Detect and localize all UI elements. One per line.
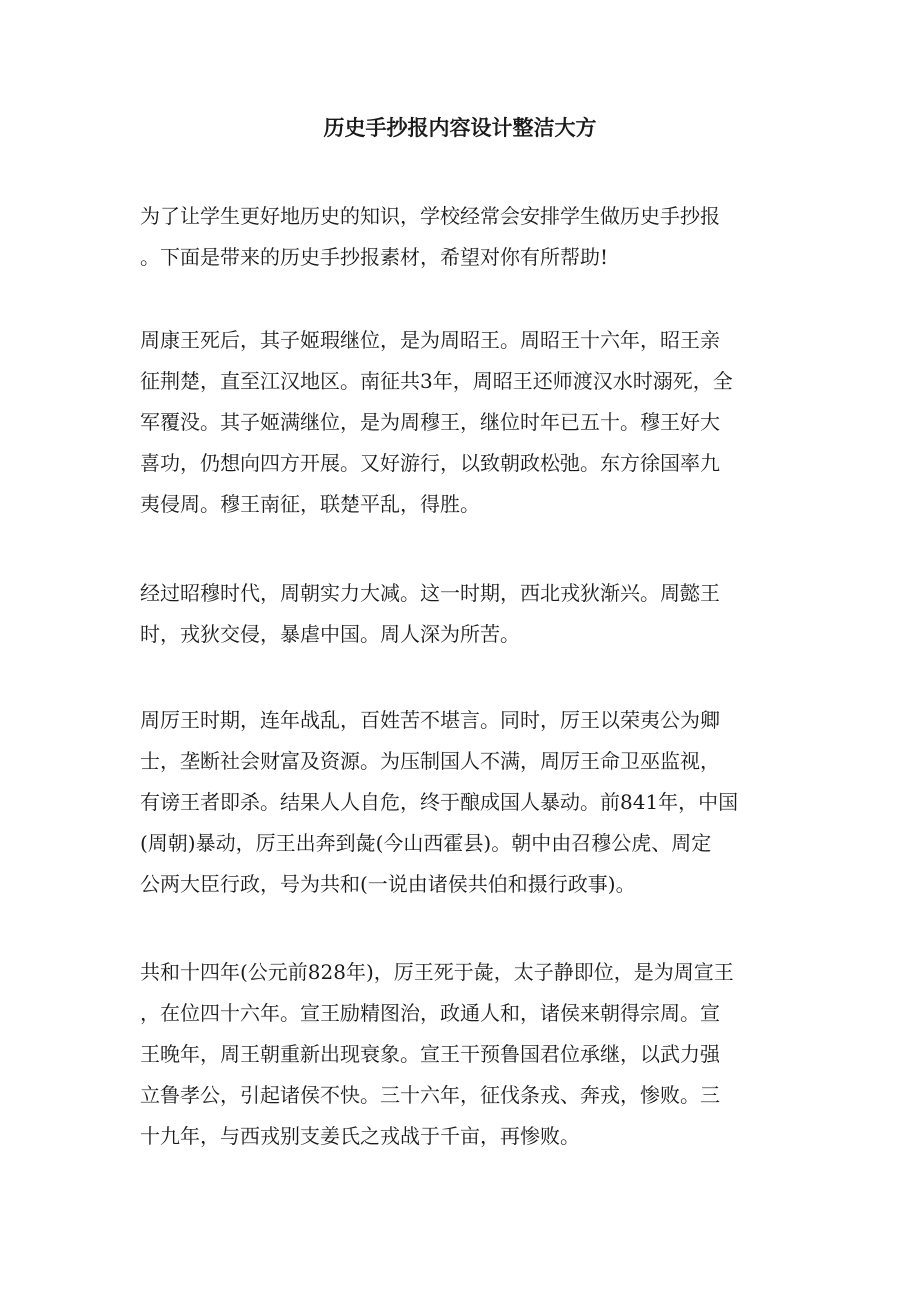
paragraph-line: 立鲁孝公，引起诸侯不快。三十六年，征伐条戎、奔戎，惨败。三 xyxy=(140,1083,720,1107)
paragraph-line: 征荆楚，直至江汉地区。南征共3年，周昭王还师渡汉水时溺死，全 xyxy=(140,369,733,393)
paragraph-line: 为了让学生更好地历史的知识，学校经常会安排学生做历史手抄报 xyxy=(140,204,720,228)
paragraph-line: 周康王死后，其子姬瑕继位，是为周昭王。周昭王十六年，昭王亲 xyxy=(140,328,720,352)
paragraph-line: 共和十四年(公元前828年)，厉王死于彘，太子静即位，是为周宣王 xyxy=(140,960,734,984)
paragraph-line: 军覆没。其子姬满继位，是为周穆王，继位时年已五十。穆王好大 xyxy=(140,410,720,434)
paragraph-line: 有谤王者即杀。结果人人自危，终于酿成国人暴动。前841年，中国 xyxy=(140,790,739,814)
paragraph-line: (周朝)暴动，厉王出奔到彘(今山西霍县)。朝中由召穆公虎、周定 xyxy=(140,831,712,855)
paragraph-line: 公两大臣行政，号为共和(一说由诸侯共伯和摄行政事)。 xyxy=(140,872,636,896)
paragraph-zhou-zhao-mu xyxy=(140,320,733,525)
paragraph-intro xyxy=(140,196,720,278)
paragraph-rong-di xyxy=(140,573,720,655)
paragraph-line: 士，垄断社会财富及资源。为压制国人不满，周厉王命卫巫监视， xyxy=(140,749,720,773)
paragraph-line: 喜功，仍想向四方开展。又好游行，以致朝政松弛。东方徐国率九 xyxy=(140,451,720,475)
document-title: 历史手抄报内容设计整洁大方 xyxy=(323,115,597,140)
paragraph-line: 夷侵周。穆王南征，联楚平乱，得胜。 xyxy=(140,492,480,516)
paragraph-zhou-li-wang xyxy=(140,700,738,905)
paragraph-line: 经过昭穆时代，周朝实力大减。这一时期，西北戎狄渐兴。周懿王 xyxy=(140,581,720,605)
paragraph-zhou-xuan-wang xyxy=(140,952,734,1157)
paragraph-line: 时，戎狄交侵，暴虐中国。周人深为所苦。 xyxy=(140,622,520,646)
paragraph-line: 十九年，与西戎别支姜氏之戎战于千亩，再惨败。 xyxy=(140,1124,580,1148)
paragraph-line: 王晚年，周王朝重新出现衰象。宣王干预鲁国君位承继，以武力强 xyxy=(140,1042,720,1066)
paragraph-line: 周厉王时期，连年战乱，百姓苦不堪言。同时，厉王以荣夷公为卿 xyxy=(140,708,720,732)
paragraph-line: ，在位四十六年。宣王励精图治，政通人和，诸侯来朝得宗周。宣 xyxy=(140,1001,720,1025)
paragraph-line: 。下面是带来的历史手抄报素材，希望对你有所帮助! xyxy=(140,245,609,269)
